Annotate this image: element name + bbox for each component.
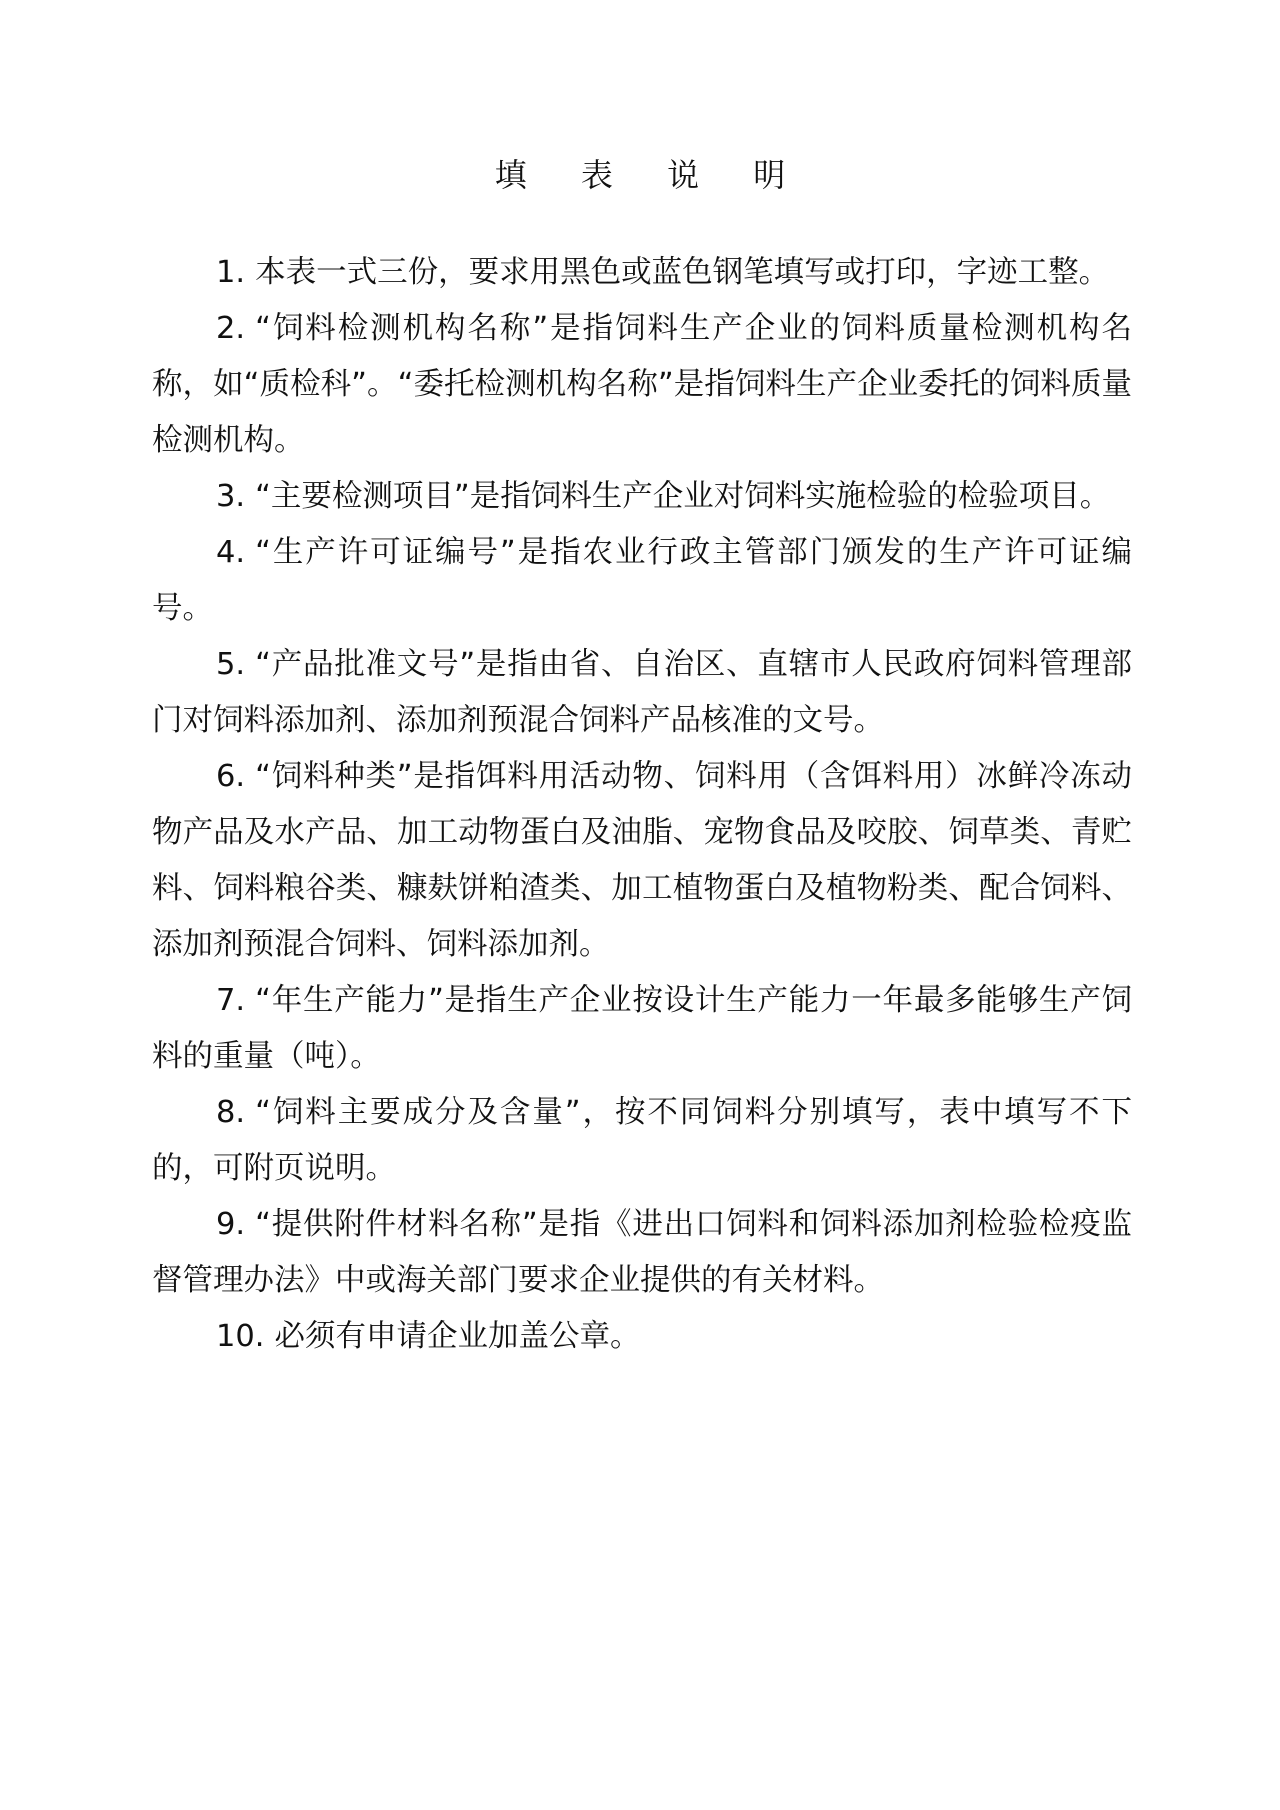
item-number: 3. [216, 479, 246, 514]
instruction-item-1 [152, 245, 1132, 301]
instruction-item-2 [152, 301, 1132, 469]
item-number: 10. [216, 1319, 265, 1354]
item-number: 4. [216, 535, 246, 570]
page-title: 填 表 说 明 [494, 156, 808, 194]
item-text: “主要检测项目”是指饲料生产企业对饲料实施检验的检验项目。 [255, 479, 1111, 514]
item-text: 本表一式三份，要求用黑色或蓝色钢笔填写或打印，字迹工整。 [255, 255, 1110, 290]
item-number: 6. [216, 759, 246, 794]
item-text: “饲料种类”是指饵料用活动物、饲料用（含饵料用）冰鲜冷冻动物产品及水产品、加工动物蛋白及油脂、宠物食品及咬胶、饲草类、青贮料、饲料粮谷类、糠麸饼粕渣类、加工植物蛋白及植物粉类、配合饲料、添加剂预混合饲料、饲料添加剂。 [152, 759, 1132, 962]
item-text: “生产许可证编号”是指农业行政主管部门颁发的生产许可证编号。 [152, 535, 1132, 626]
instruction-item-4 [152, 525, 1132, 637]
item-text: “饲料检测机构名称”是指饲料生产企业的饲料质量检测机构名称，如“质检科”。“委托检测机构名称”是指饲料生产企业委托的饲料质量检测机构。 [152, 311, 1132, 458]
item-text: “提供附件材料名称”是指《进出口饲料和饲料添加剂检验检疫监督管理办法》中或海关部门要求企业提供的有关材料。 [152, 1207, 1132, 1298]
item-number: 1. [216, 255, 246, 290]
item-number: 2. [216, 311, 246, 346]
instruction-item-7 [152, 973, 1132, 1085]
item-text: “饲料主要成分及含量”，按不同饲料分别填写，表中填写不下的，可附页说明。 [152, 1095, 1132, 1186]
instruction-item-5 [152, 637, 1132, 749]
item-text: 必须有申请企业加盖公章。 [274, 1319, 641, 1354]
instruction-item-3 [152, 469, 1132, 525]
instruction-item-9 [152, 1197, 1132, 1309]
item-number: 8. [216, 1095, 246, 1130]
item-text: “产品批准文号”是指由省、自治区、直辖市人民政府饲料管理部门对饲料添加剂、添加剂预混合饲料产品核准的文号。 [152, 647, 1132, 738]
instructions-body [152, 245, 1132, 1365]
instruction-item-10 [152, 1309, 1132, 1365]
item-number: 5. [216, 647, 246, 682]
instruction-item-8 [152, 1085, 1132, 1197]
item-number: 9. [216, 1207, 246, 1242]
item-text: “年生产能力”是指生产企业按设计生产能力一年最多能够生产饲料的重量（吨）。 [152, 983, 1132, 1074]
item-number: 7. [216, 983, 246, 1018]
instruction-item-6 [152, 749, 1132, 973]
